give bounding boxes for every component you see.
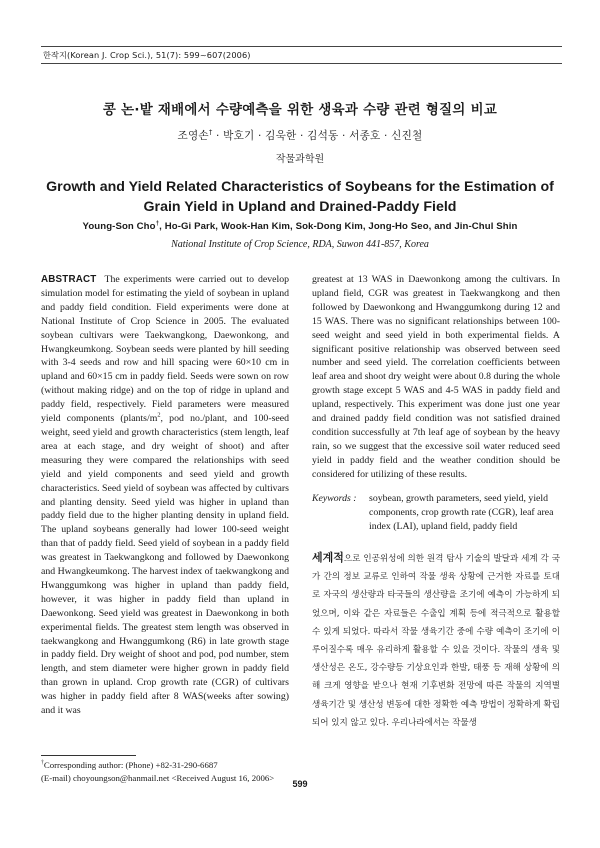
abstract-superscript: 2 [157,411,161,419]
korean-body-text [312,549,560,732]
korean-other-authors: · 박호기 · 김욱한 · 김석동 · 서종호 · 신진철 [212,130,423,142]
footnote-line-2: (E-mail) choyoungson@hanmail.net <Received August 16, 2006> [41,772,275,783]
korean-first-author: 조영손 [177,130,209,142]
footnote-line-1 [41,759,296,772]
journal-header: 한작지(Korean J. Crop Sci.), 51(7): 599~607(2006) [41,46,562,64]
english-title: Growth and Yield Related Characteristics of Soybeans for the Estimation of Grain Yield in Upland and Drained-Paddy Field [46,179,554,215]
page-number: 599 [292,779,308,789]
abstract-left-column [41,273,289,718]
keywords-label [312,492,357,506]
abstract-heading: ABSTRACT [41,274,97,285]
english-author-mark: † [155,219,160,227]
english-first-author: Young-Son Cho [82,221,156,232]
korean-body-lead: 세계적 [312,551,344,564]
footnote-divider [41,755,136,756]
abstract-text-part2: , pod no./plant, and 100-seed weight, seed yield and growth characteristics (stem length, leaf area at each stage, and dry weight of shoot) and after measuring they were compared the relationships with seed yield and yield components and seed yield and growth characteristics. Seed yield of soybean was affected by cultivars and planting density. Seed yield was higher in upland than paddy field due to the higher planting density in upland field. The upland soybeans generally had lower 100-seed weight than that of paddy field. Seed yield of soybean in a paddy field was greatest in Taekwangkong and followed by Daewonkong and Hwangkeumkong. The harvest index of taekwangkong and Hwanggumkong was higher in upland than paddy field, however, it was higher in paddy field than upland in Daewonkong. Seed yield was greatest in Daewonkong in both experimental fields. The greatest stem length was observed in taekwangkong and Hwanggumkong (R6) in late growth stage in paddy field. Dry weight of shoot and pod, pod number, stem length, and stem diameter were higher grown in paddy field than grown in upland. Crop growth rate (CGR) of cultivars was higher in paddy field after 8 WAS(weeks after sowing) and it was [41,413,289,717]
abstract-right-column: greatest at 13 WAS in Daewonkong among the cultivars. In upland field, CGR was greatest in Taekwangkong and then followed by Daewonkong and Hwanggumkong during 12 and 15 WAS. There was no significant relationships between 100-seed weight and seed yield in both experimental fields. A significant positive relationship was observed between seed number and seed yield. The correlation coefficients between leaf area and shoot dry weight were about 0.8 during the whole growth stage except 5 WAS and 4-5 WAS in paddy field and upland, respectively. This experiment was done just one year and drained paddy field condition was not satisfied drained condition successfully at 7th leaf age of soybean by the heavy rain, so we suggest that the excessive soil water reduced seed yield in paddy field and the weather condition should be considered for utilizing of these results. [312,274,560,480]
english-authors [0,221,600,232]
keywords-text: soybean, growth parameters, seed yield, yield components, crop growth rate (CGR), leaf area index (LAI), upland field, paddy field [369,493,554,532]
english-other-authors: , Ho-Gi Park, Wook-Han Kim, Sok-Dong Kim, Jong-Ho Seo, and Jin-Chul Shin [159,221,518,232]
keywords-label-text: Keywords [312,493,351,504]
keywords-separator: : [350,493,357,504]
abstract-text-part1: The experiments were carried out to develop simulation model for estimating the yield of soybean in upland and paddy field condition. Field experiments were done at National Institute of Crop Science in 2005. The evaluated soybean cultivars were Taekwangkong, Daewonkong, and Hwangkeumkong. Soybean seeds were planted by hill seeding with 3-4 seeds and row and hill spacing were 60×10 cm in upland and 60×15 cm in paddy field. Seeds were sown on row (without making ridge) and on the top of ridge in upland and paddy field, respectively. Field parameters were measured yield components (plants/m [41,274,289,425]
korean-affiliation: 작물과학원 [275,154,325,165]
korean-author-mark: † [208,128,213,137]
english-affiliation: National Institute of Crop Science, RDA, Suwon 441-857, Korea [171,239,429,250]
korean-body-paragraph: 으로 인공위성에 의한 원격 탐사 기술의 발달과 세계 각 국가 간의 정보 교류로 인하여 작물 생육 상황에 근거한 자료를 토대로 자국의 생산량과 타국들의 생산량을 조기에 예측이 가능하게 되었으며, 이와 같은 자료들은 수출입 계획 등에 적극적으로 활용할 수 있게 되었다. 따라서 작물 생육기간 중에 수량 예측이 조기에 이루어질수록 매우 유리하게 활용할 수 있을 것이다. 작물의 생육 및 생산성은 온도, 강수량등 기상요인과 한발, 태풍 등 재해 상황에 의해 크게 영향을 받으나 현재 기후변화 전망에 따른 작물의 지역별 생육기간 및 생산성 변동에 대한 정확한 예측 방법이 정확하게 확립되어 있지 않고 있다. 우리나라에서는 작물생 [312,554,560,728]
korean-title: 콩 논·밭 재배에서 수량예측을 위한 생육과 수량 관련 형질의 비교 [102,103,498,118]
footnote-mark: † [41,760,44,767]
footnote-phone: Corresponding author: (Phone) +82-31-290-6687 [43,760,218,770]
korean-authors [0,128,600,143]
